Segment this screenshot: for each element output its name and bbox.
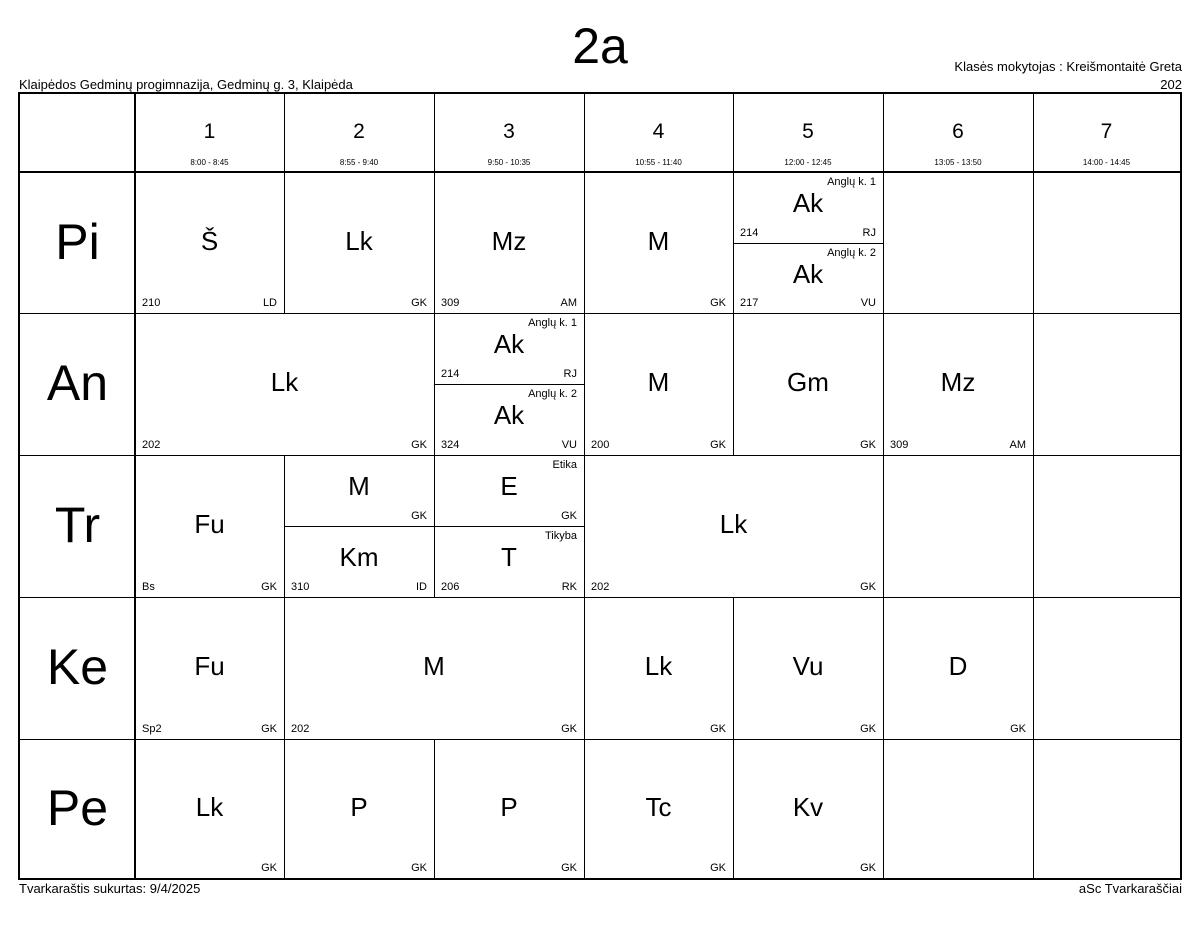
subject-name: Ak xyxy=(493,329,525,359)
column-divider xyxy=(1033,455,1034,597)
day-label-pi xyxy=(20,172,135,313)
teacher-code: GK xyxy=(860,581,876,593)
period-header-6 xyxy=(883,94,1033,172)
lesson-cell-ke-4[interactable] xyxy=(584,597,733,739)
period-number: 5 xyxy=(802,120,814,143)
lesson-cell-pi-2[interactable] xyxy=(284,172,434,313)
column-divider xyxy=(584,94,585,172)
row-divider xyxy=(20,313,135,314)
period-time: 9:50 - 10:35 xyxy=(487,158,531,167)
column-divider xyxy=(883,455,884,597)
column-divider xyxy=(284,94,285,172)
row-divider xyxy=(135,455,1180,456)
row-divider xyxy=(135,313,1180,314)
period-time: 14:00 - 14:45 xyxy=(1082,158,1131,167)
subject-name: Lk xyxy=(345,225,373,256)
period-number: 7 xyxy=(1100,120,1113,143)
lesson-cell-an-12[interactable] xyxy=(135,313,434,455)
subject-name: M xyxy=(647,367,670,397)
room-number: Bs xyxy=(142,581,155,593)
class-room: 202 xyxy=(1160,77,1182,92)
teacher-code: GK xyxy=(261,862,277,874)
subject-name: D xyxy=(948,651,968,681)
subject-name: Fu xyxy=(194,509,225,539)
subject-name: P xyxy=(500,791,518,822)
column-divider xyxy=(284,739,285,878)
teacher-code: LD xyxy=(262,297,277,309)
room-number: 202 xyxy=(591,581,610,593)
column-divider xyxy=(584,313,585,455)
teacher-code: GK xyxy=(710,723,726,735)
column-divider xyxy=(1033,739,1034,878)
teacher-code: GK xyxy=(860,439,876,451)
lesson-cell-pi-3[interactable] xyxy=(434,172,584,313)
period-number: 4 xyxy=(652,120,665,143)
subject-name: Vu xyxy=(792,651,824,681)
column-divider xyxy=(1033,94,1034,172)
day-label-ke xyxy=(20,597,135,739)
lesson-cell-pe-4[interactable] xyxy=(584,739,733,878)
subject-name: Tc xyxy=(645,791,672,822)
school-address: Klaipėdos Gedminų progimnazija, Gedminų g. 3, Klaipėda xyxy=(19,77,353,92)
teacher-code: GK xyxy=(261,581,277,593)
teacher-code: ID xyxy=(416,581,427,593)
period-time: 8:00 - 8:45 xyxy=(190,158,229,167)
teacher-code: RK xyxy=(561,581,577,593)
subject-name: Fu xyxy=(194,651,225,681)
room-number: 200 xyxy=(591,439,610,451)
teacher-code: GK xyxy=(411,297,427,309)
software-name: aSc Tvarkaraščiai xyxy=(1078,881,1182,896)
period-header-3 xyxy=(434,94,584,172)
split-divider xyxy=(733,243,883,244)
subject-name: P xyxy=(350,791,368,822)
lesson-cell-pi-5a[interactable] xyxy=(733,172,883,243)
column-divider xyxy=(434,94,435,172)
subject-name: M xyxy=(647,225,670,256)
lesson-cell-pi-4[interactable] xyxy=(584,172,733,313)
room-number: 310 xyxy=(291,581,310,593)
subject-name: Lk xyxy=(644,651,673,681)
column-divider xyxy=(883,597,884,739)
lesson-cell-tr-3b[interactable] xyxy=(434,526,584,597)
teacher-code: RJ xyxy=(563,368,577,380)
row-divider xyxy=(20,455,135,456)
split-divider xyxy=(284,526,434,527)
column-divider xyxy=(584,739,585,878)
day-name: Pe xyxy=(46,779,109,836)
teacher-code: GK xyxy=(860,723,876,735)
period-number: 1 xyxy=(203,120,216,143)
subject-name: T xyxy=(501,542,517,572)
column-divider xyxy=(434,739,435,878)
column-divider xyxy=(1033,313,1034,455)
room-number: 202 xyxy=(142,439,161,451)
teacher-code: GK xyxy=(860,862,876,874)
day-name: An xyxy=(46,355,109,411)
header-divider xyxy=(20,171,1180,173)
lesson-cell-pi-5b[interactable] xyxy=(733,243,883,313)
period-time: 8:55 - 9:40 xyxy=(339,158,379,167)
subject-name: Mz xyxy=(940,367,976,397)
lesson-cell-ke-5[interactable] xyxy=(733,597,883,739)
room-number: 217 xyxy=(740,297,759,309)
room-number: 214 xyxy=(441,368,460,380)
lesson-cell-tr-45[interactable] xyxy=(584,455,883,597)
subject-name: Kv xyxy=(792,791,824,822)
column-divider xyxy=(284,597,285,739)
period-number: 6 xyxy=(952,120,964,143)
subject-name: Ak xyxy=(493,400,525,430)
column-divider xyxy=(1033,172,1034,313)
period-time: 13:05 - 13:50 xyxy=(934,158,982,167)
column-divider xyxy=(584,597,585,739)
teacher-code: GK xyxy=(710,862,726,874)
teacher-code: GK xyxy=(411,862,427,874)
day-column-divider xyxy=(134,94,136,878)
column-divider xyxy=(883,94,884,172)
column-divider xyxy=(284,172,285,313)
subject-name: Ak xyxy=(792,259,824,289)
subject-name: Ak xyxy=(792,188,824,218)
column-divider xyxy=(733,597,734,739)
page-title: 2a xyxy=(572,18,628,74)
lesson-cell-tr-2b[interactable] xyxy=(284,526,434,597)
column-divider xyxy=(733,94,734,172)
period-header-7 xyxy=(1033,94,1180,172)
subject-name: Km xyxy=(339,542,379,572)
room-number: 214 xyxy=(740,227,759,239)
teacher-code: GK xyxy=(710,297,726,309)
day-label-tr xyxy=(20,455,135,597)
day-name: Tr xyxy=(54,497,101,553)
lesson-cell-an-6[interactable] xyxy=(883,313,1033,455)
period-time: 10:55 - 11:40 xyxy=(635,158,682,167)
lesson-cell-tr-2a[interactable] xyxy=(284,455,434,526)
row-divider xyxy=(20,739,135,740)
group-name: Etika xyxy=(552,459,577,471)
teacher-code: VU xyxy=(561,439,577,451)
class-teacher: Klasės mokytojas : Kreišmontaitė Greta xyxy=(954,59,1182,74)
group-name: Anglų k. 1 xyxy=(528,317,577,329)
created-date: Tvarkaraštis sukurtas: 9/4/2025 xyxy=(19,881,201,896)
lesson-cell-pe-5[interactable] xyxy=(733,739,883,878)
split-divider xyxy=(434,526,584,527)
lesson-cell-pe-2[interactable] xyxy=(284,739,434,878)
column-divider xyxy=(733,313,734,455)
room-number: 206 xyxy=(441,581,460,593)
period-number: 3 xyxy=(503,120,515,143)
teacher-code: GK xyxy=(261,723,277,735)
day-label-an xyxy=(20,313,135,455)
lesson-cell-pe-1[interactable] xyxy=(135,739,284,878)
column-divider xyxy=(883,172,884,313)
group-name: Anglų k. 2 xyxy=(827,247,876,259)
lesson-cell-an-4[interactable] xyxy=(584,313,733,455)
lesson-cell-tr-3a[interactable] xyxy=(434,455,584,526)
room-number: Sp2 xyxy=(142,723,162,735)
room-number: 210 xyxy=(142,297,161,309)
day-name: Pi xyxy=(55,213,100,270)
timetable-grid xyxy=(18,92,1182,880)
lesson-cell-an-5[interactable] xyxy=(733,313,883,455)
subject-name: M xyxy=(423,651,445,681)
period-time: 12:00 - 12:45 xyxy=(784,158,832,167)
teacher-code: GK xyxy=(561,723,577,735)
room-number: 324 xyxy=(441,439,460,451)
subject-name: Gm xyxy=(787,367,829,397)
lesson-cell-ke-23[interactable] xyxy=(284,597,584,739)
period-header-1 xyxy=(135,94,284,172)
lesson-cell-ke-1[interactable] xyxy=(135,597,284,739)
subject-name: Lk xyxy=(270,367,299,397)
lesson-cell-pe-3[interactable] xyxy=(434,739,584,878)
teacher-code: AM xyxy=(1009,439,1026,451)
teacher-code: GK xyxy=(710,439,726,451)
lesson-cell-tr-1[interactable] xyxy=(135,455,284,597)
period-header-5 xyxy=(733,94,883,172)
period-header-4 xyxy=(584,94,733,172)
room-number: 309 xyxy=(890,439,909,451)
column-divider xyxy=(434,172,435,313)
column-divider xyxy=(584,172,585,313)
lesson-cell-an-3a[interactable] xyxy=(434,313,584,384)
group-name: Anglų k. 2 xyxy=(528,388,577,400)
subject-name: Š xyxy=(200,225,219,256)
teacher-code: GK xyxy=(561,510,577,522)
lesson-cell-an-3b[interactable] xyxy=(434,384,584,455)
period-number: 2 xyxy=(353,120,365,143)
row-divider xyxy=(135,597,1180,598)
day-label-pe xyxy=(20,739,135,878)
column-divider xyxy=(1033,597,1034,739)
period-header-2 xyxy=(284,94,434,172)
group-name: Tikyba xyxy=(545,530,577,542)
column-divider xyxy=(733,739,734,878)
teacher-code: GK xyxy=(411,439,427,451)
lesson-cell-pi-1[interactable] xyxy=(135,172,284,313)
column-divider xyxy=(883,313,884,455)
column-divider xyxy=(584,455,585,597)
subject-name: M xyxy=(348,471,370,501)
subject-name: Lk xyxy=(195,791,224,822)
group-name: Anglų k. 1 xyxy=(827,176,876,188)
teacher-code: GK xyxy=(561,862,577,874)
lesson-cell-ke-6[interactable] xyxy=(883,597,1033,739)
room-number: 202 xyxy=(291,723,310,735)
teacher-code: VU xyxy=(860,297,876,309)
room-number: 309 xyxy=(441,297,460,309)
teacher-code: RJ xyxy=(862,227,876,239)
teacher-code: GK xyxy=(1010,723,1026,735)
teacher-code: GK xyxy=(411,510,427,522)
teacher-code: AM xyxy=(560,297,577,309)
subject-name: Lk xyxy=(719,509,748,539)
column-divider xyxy=(883,739,884,878)
day-name: Ke xyxy=(46,639,109,695)
subject-name: Mz xyxy=(491,225,527,256)
split-divider xyxy=(434,384,584,385)
subject-name: E xyxy=(500,471,518,501)
row-divider xyxy=(20,597,135,598)
row-divider xyxy=(135,739,1180,740)
